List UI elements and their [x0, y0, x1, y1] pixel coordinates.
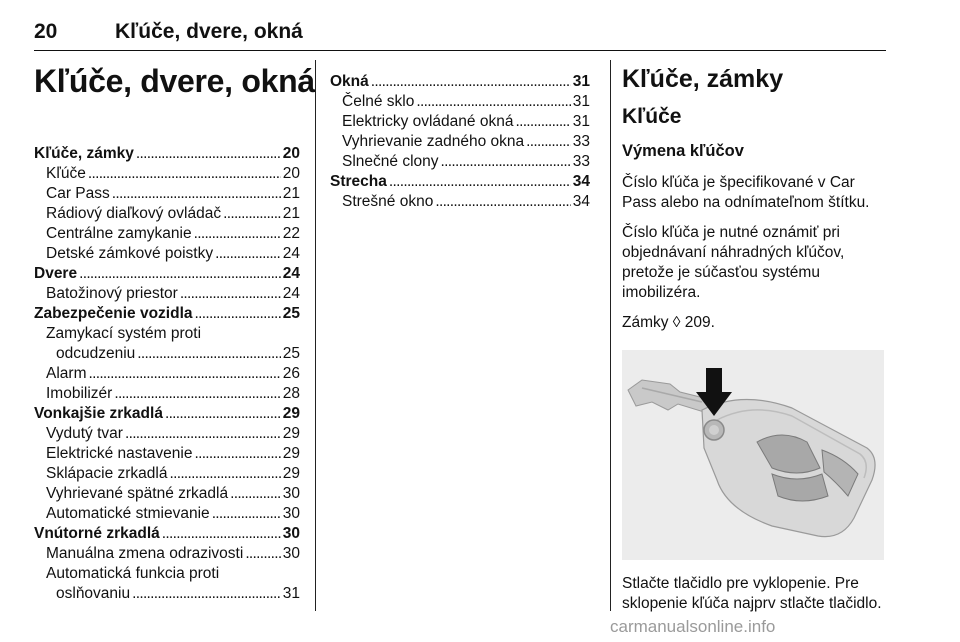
toc-dot-leader: [195, 304, 281, 324]
toc-label: Vydutý tvar: [46, 425, 123, 442]
toc-page-number: 34: [572, 173, 590, 190]
toc-dot-leader: [125, 424, 281, 444]
table-of-contents-col1: [34, 144, 300, 604]
toc-dot-leader: [441, 152, 571, 172]
toc-dot-leader: [515, 112, 570, 132]
toc-page-number: 29: [282, 425, 300, 442]
toc-dot-leader: [136, 144, 281, 164]
toc-label: Kľúče, zámky: [34, 145, 134, 162]
toc-dot-leader: [137, 344, 280, 364]
toc-dot-leader: [389, 172, 571, 192]
toc-page-number: 25: [282, 305, 300, 322]
toc-dot-leader: [88, 364, 280, 384]
toc-entry[interactable]: [34, 204, 300, 224]
topic-heading: Výmena kľúčov: [622, 142, 744, 160]
toc-dot-leader: [79, 264, 281, 284]
toc-page-number: 20: [282, 165, 300, 182]
toc-dot-leader: [371, 72, 571, 92]
toc-dot-leader: [162, 524, 281, 544]
toc-entry[interactable]: [34, 244, 300, 264]
toc-entry[interactable]: [34, 184, 300, 204]
toc-label: Strecha: [330, 173, 387, 190]
toc-dot-leader: [212, 504, 281, 524]
toc-label: Okná: [330, 73, 369, 90]
toc-dot-leader: [132, 584, 281, 604]
toc-dot-leader: [416, 92, 570, 112]
toc-label: Vnútorné zrkadlá: [34, 525, 160, 542]
toc-page-number: 24: [282, 265, 300, 282]
toc-section-entry[interactable]: [34, 304, 300, 324]
toc-entry[interactable]: [34, 284, 300, 304]
key-illustration: [622, 350, 884, 560]
toc-label: Sklápacie zrkadlá: [46, 465, 168, 482]
toc-dot-leader: [112, 184, 281, 204]
toc-page-number: 29: [282, 465, 300, 482]
toc-section-entry[interactable]: [330, 172, 590, 192]
toc-entry[interactable]: [34, 384, 300, 404]
toc-page-number: 24: [282, 245, 300, 262]
toc-label: Car Pass: [46, 185, 110, 202]
toc-label: Strešné okno: [342, 193, 434, 210]
toc-entry[interactable]: [34, 164, 300, 184]
toc-entry[interactable]: [330, 192, 590, 212]
toc-page-number: 30: [282, 545, 300, 562]
toc-label: Vyhrievané spätné zrkadlá: [46, 485, 229, 502]
toc-page-number: 33: [572, 133, 590, 150]
toc-label: Kľúče: [46, 165, 86, 182]
toc-entry[interactable]: [34, 344, 300, 364]
toc-page-number: 29: [282, 405, 300, 422]
toc-section-entry[interactable]: [34, 404, 300, 424]
toc-entry[interactable]: [330, 132, 590, 152]
toc-dot-leader: [526, 132, 571, 152]
toc-label: Vonkajšie zrkadlá: [34, 405, 163, 422]
toc-entry[interactable]: [34, 364, 300, 384]
toc-page-number: 20: [282, 145, 300, 162]
toc-entry[interactable]: [34, 544, 300, 564]
toc-page-number: 30: [282, 505, 300, 522]
toc-page-number: 21: [282, 205, 300, 222]
toc-label: Vyhrievanie zadného okna: [342, 133, 525, 150]
toc-dot-leader: [169, 464, 280, 484]
toc-entry[interactable]: Automatická funkcia proti: [46, 565, 220, 582]
toc-dot-leader: [165, 404, 281, 424]
toc-label: Dvere: [34, 265, 78, 282]
toc-dot-leader: [194, 224, 281, 244]
toc-dot-leader: [114, 384, 280, 404]
toc-label: Manuálna zmena odrazivosti: [46, 545, 244, 562]
toc-label: Elektrické nastavenie: [46, 445, 193, 462]
toc-dot-leader: [180, 284, 281, 304]
toc-page-number: 28: [282, 385, 300, 402]
toc-page-number: 29: [282, 445, 300, 462]
toc-label: Alarm: [46, 365, 87, 382]
toc-page-number: 22: [282, 225, 300, 242]
toc-entry[interactable]: [34, 444, 300, 464]
toc-page-number: 33: [572, 153, 590, 170]
column-divider: [610, 60, 611, 611]
toc-section-entry[interactable]: [34, 524, 300, 544]
toc-label: Rádiový diaľkový ovládač: [46, 205, 222, 222]
header-rule: [34, 50, 886, 51]
column-divider: [315, 60, 316, 611]
toc-entry[interactable]: [330, 112, 590, 132]
toc-page-number: 25: [282, 345, 300, 362]
toc-page-number: 30: [282, 485, 300, 502]
section-heading: Kľúče, zámky: [622, 65, 784, 93]
toc-label: Elektricky ovládané okná: [342, 113, 514, 130]
toc-dot-leader: [215, 244, 281, 264]
chapter-title: Kľúče, dvere, okná: [34, 63, 315, 99]
toc-page-number: 30: [282, 525, 300, 542]
paragraph: Číslo kľúča je nutné oznámiť pri objednávaní náhradných kľúčov, pretože je súčasťou systému imobilizéra.: [622, 224, 845, 301]
toc-entry[interactable]: Zamykací systém proti: [46, 325, 202, 342]
toc-dot-leader: [230, 484, 281, 504]
toc-page-number: 21: [282, 185, 300, 202]
toc-page-number: 26: [282, 365, 300, 382]
toc-entry[interactable]: [34, 584, 300, 604]
toc-dot-leader: [88, 164, 281, 184]
toc-page-number: 24: [282, 285, 300, 302]
running-title: Kľúče, dvere, okná: [115, 20, 303, 43]
paragraph: Číslo kľúča je špecifikované v Car Pass alebo na odnímateľnom štítku.: [622, 174, 870, 211]
toc-entry[interactable]: [34, 424, 300, 444]
toc-label: Centrálne zamykanie: [46, 225, 192, 242]
toc-label: odcudzeniu: [56, 345, 136, 362]
section-column: [622, 64, 890, 369]
table-of-contents-col2: [330, 72, 590, 212]
toc-dot-leader: [435, 192, 570, 212]
toc-label: Imobilizér: [46, 385, 113, 402]
toc-page-number: 31: [572, 73, 590, 90]
watermark: carmanualsonline.info: [610, 617, 776, 636]
toc-entry[interactable]: [34, 224, 300, 244]
toc-label: Čelné sklo: [342, 93, 415, 110]
subsection-heading: Kľúče: [622, 105, 682, 128]
toc-section-entry[interactable]: [34, 264, 300, 284]
toc-entry[interactable]: [34, 484, 300, 504]
toc-dot-leader: [223, 204, 281, 224]
toc-label: Batožinový priestor: [46, 285, 178, 302]
toc-page-number: 31: [282, 585, 300, 602]
toc-label: oslňovaniu: [56, 585, 131, 602]
flip-key-icon: [622, 350, 884, 560]
toc-dot-leader: [245, 544, 280, 564]
toc-section-entry[interactable]: [330, 72, 590, 92]
cross-reference: Zámky ◊ 209.: [622, 314, 715, 331]
figure-caption: Stlačte tlačidlo pre vyklopenie. Pre sklopenie kľúča najprv stlačte tlačidlo.: [622, 575, 882, 612]
toc-label: Automatické stmievanie: [46, 505, 210, 522]
toc-dot-leader: [194, 444, 280, 464]
toc-label: Zabezpečenie vozidla: [34, 305, 193, 322]
toc-page-number: 34: [572, 193, 590, 210]
toc-page-number: 31: [572, 113, 590, 130]
toc-entry[interactable]: [330, 92, 590, 112]
toc-entry[interactable]: [34, 464, 300, 484]
toc-label: Detské zámkové poistky: [46, 245, 214, 262]
toc-entry[interactable]: [330, 152, 590, 172]
toc-page-number: 31: [572, 93, 590, 110]
toc-entry[interactable]: [34, 504, 300, 524]
toc-section-entry[interactable]: [34, 144, 300, 164]
page-number: 20: [34, 20, 58, 43]
toc-label: Slnečné clony: [342, 153, 439, 170]
